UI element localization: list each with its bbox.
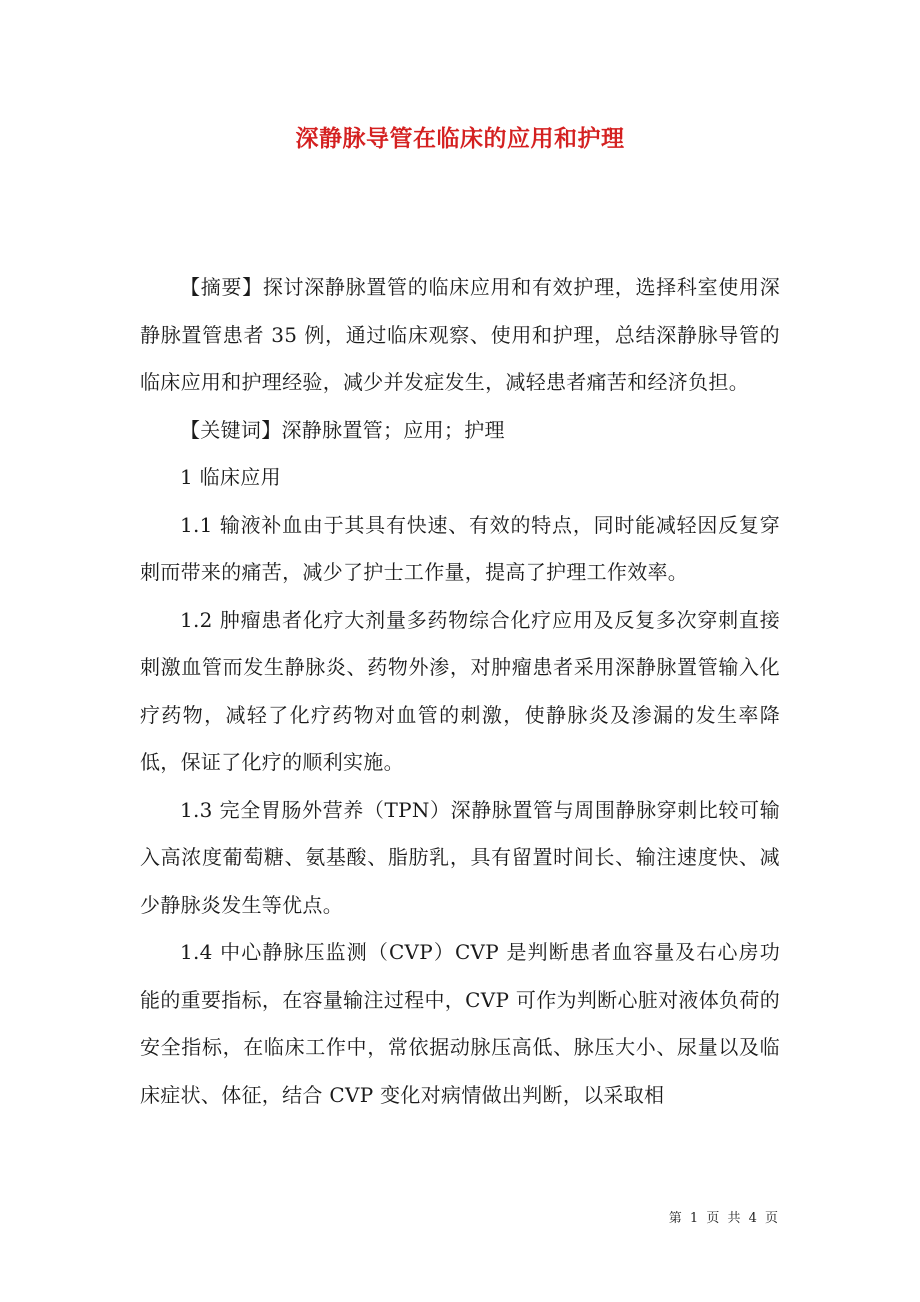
page-number: 第 1 页 共 4 页 (668, 1211, 780, 1226)
keywords-paragraph: 【关键词】深静脉置管；应用；护理 (180, 417, 505, 442)
document-body (140, 264, 780, 1119)
section-heading: 1 临床应用 (180, 465, 281, 489)
body-paragraph: 1.2 肿瘤患者化疗大剂量多药物综合化疗应用及反复多次穿刺直接刺激血管而发生静脉炎、药物外渗，对肿瘤患者采用深静脉置管输入化疗药物，减轻了化疗药物对血管的刺激，使静脉炎及渗漏的发生率降低，保证了化疗的顺利实施。 (140, 607, 780, 774)
body-paragraph: 1.1 输液补血由于其具有快速、有效的特点，同时能减轻因反复穿刺而带来的痛苦，减少了护士工作量，提高了护理工作效率。 (140, 512, 780, 584)
body-paragraph: 1.3 完全胃肠外营养（TPN）深静脉置管与周围静脉穿刺比较可输入高浓度葡萄糖、氨基酸、脂肪乳，具有留置时间长、输注速度快、减少静脉炎发生等优点。 (140, 797, 780, 917)
document-title: 深静脉导管在临床的应用和护理 (295, 126, 625, 152)
abstract-paragraph: 【摘要】探讨深静脉置管的临床应用和有效护理，选择科室使用深静脉置管患者 35 例，通过临床观察、使用和护理，总结深静脉导管的临床应用和护理经验，减少并发症发生，减轻患者痛苦和经济负担。 (140, 275, 780, 394)
body-paragraph: 1.4 中心静脉压监测（CVP）CVP 是判断患者血容量及右心房功能的重要指标，在容量输注过程中，CVP 可作为判断心脏对液体负荷的安全指标，在临床工作中，常依据动脉压高低、脉压大小、尿量以及临床症状、体征，结合 CVP 变化对病情做出判断，以采取相 (140, 940, 780, 1107)
